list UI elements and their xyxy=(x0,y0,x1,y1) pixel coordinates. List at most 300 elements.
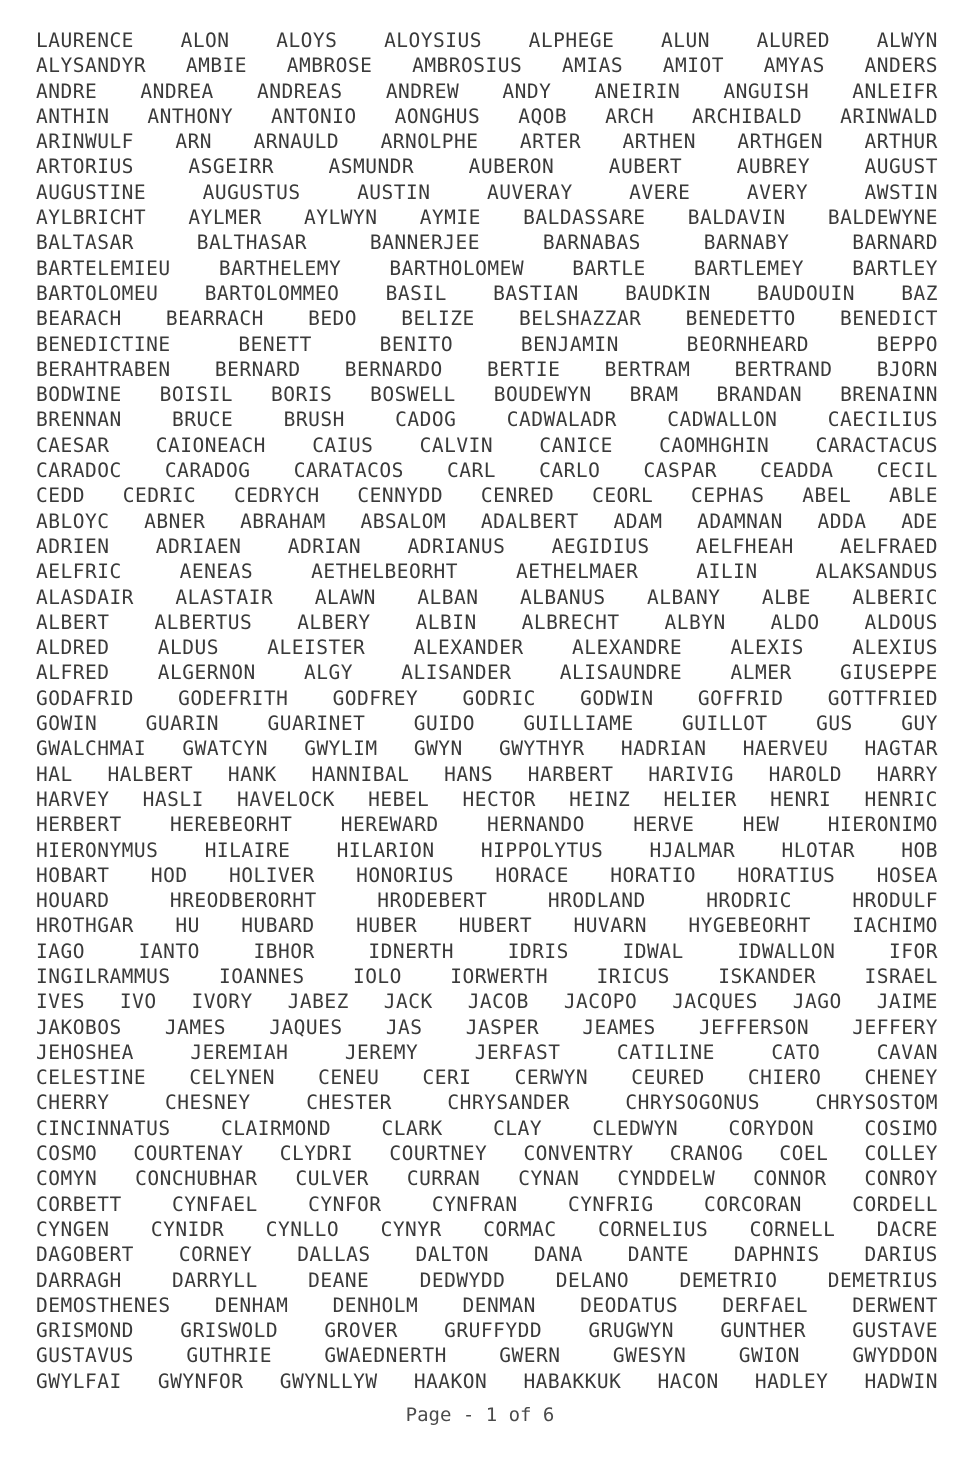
name-row xyxy=(36,1192,938,1217)
name-word: GUARINET xyxy=(267,712,366,736)
name-word: GWESYN xyxy=(612,1344,687,1368)
name-word: BALDAVIN xyxy=(687,206,786,230)
name-word: GOTTFRIED xyxy=(827,686,938,710)
name-word: AMIAS xyxy=(561,54,624,78)
name-word: ABNER xyxy=(144,509,206,533)
name-word: CLAY xyxy=(493,1116,543,1140)
name-word: ALGY xyxy=(304,661,353,685)
name-row xyxy=(36,433,938,458)
name-word: GUARIN xyxy=(145,712,220,736)
name-word: ADRIANUS xyxy=(407,534,506,558)
name-word: GRISMOND xyxy=(36,1319,134,1343)
name-word: DERFAEL xyxy=(722,1293,809,1317)
name-word: CENRED xyxy=(480,484,555,508)
name-word: CORNELIUS xyxy=(598,1217,709,1241)
name-word: AUSTIN xyxy=(357,180,431,204)
name-word: GUY xyxy=(901,712,938,736)
name-word: BRAM xyxy=(629,383,679,407)
name-word: BEORNHEARD xyxy=(686,332,809,356)
name-word: BARNABY xyxy=(703,231,790,255)
name-word: GUIDO xyxy=(413,712,475,736)
name-word: GRISWOLD xyxy=(180,1319,279,1343)
name-word: ALBYN xyxy=(664,610,726,634)
name-word: DEMETRIO xyxy=(679,1268,778,1292)
name-word: CADWALADR xyxy=(506,408,617,432)
name-row xyxy=(36,1217,938,1242)
name-word: HOUARD xyxy=(36,889,110,913)
name-word: HREODBERORHT xyxy=(169,889,317,913)
name-word: ARTHGEN xyxy=(737,130,824,154)
name-word: HAVELOCK xyxy=(237,787,335,811)
name-word: IDNERTH xyxy=(368,939,455,963)
name-word: AYLMER xyxy=(188,206,262,230)
name-word: HOB xyxy=(901,838,938,862)
name-word: ASGEIRR xyxy=(188,155,275,179)
name-word: AVERY xyxy=(746,180,809,204)
name-row xyxy=(36,154,938,179)
name-word: AUGUSTINE xyxy=(36,180,147,204)
name-word: ISRAEL xyxy=(864,964,938,988)
name-word: BELIZE xyxy=(401,307,475,331)
name-word: BRENAINN xyxy=(840,383,938,407)
name-word: BENETT xyxy=(238,332,312,356)
name-word: BODWINE xyxy=(36,383,122,407)
name-word: CAVAN xyxy=(876,1040,938,1064)
name-word: ALOYS xyxy=(276,29,338,52)
name-word: BEARRACH xyxy=(165,307,264,331)
name-word: HEREBEORHT xyxy=(170,813,293,837)
name-word: HRODEBERT xyxy=(377,889,488,913)
name-word: DEANE xyxy=(308,1268,370,1292)
name-word: HEW xyxy=(742,813,780,837)
name-word: ADRIEN xyxy=(36,534,110,558)
name-word: DAPHNIS xyxy=(733,1243,820,1267)
name-row xyxy=(36,332,938,357)
name-row xyxy=(36,1166,938,1191)
name-word: CINCINNATUS xyxy=(36,1116,171,1140)
name-word: ISKANDER xyxy=(718,964,817,988)
name-word: HROTHGAR xyxy=(36,914,134,938)
name-word: HERNANDO xyxy=(486,813,585,837)
name-word: JEREMY xyxy=(344,1040,419,1064)
name-word: CYNIDR xyxy=(150,1217,225,1241)
name-word: CYNFRAN xyxy=(431,1192,518,1216)
name-word: ALEXANDRE xyxy=(572,636,683,660)
name-word: CORYDON xyxy=(728,1116,815,1140)
name-word: CEDRIC xyxy=(122,484,197,508)
name-word: IVES xyxy=(36,990,85,1014)
name-row xyxy=(36,585,938,610)
name-row xyxy=(36,1268,938,1293)
name-word: ADE xyxy=(901,509,938,533)
name-word: ALASTAIR xyxy=(175,585,274,609)
name-word: ASMUNDR xyxy=(328,155,415,179)
name-word: ADRIAN xyxy=(287,534,362,558)
name-row xyxy=(36,281,938,306)
name-word: JEFFERY xyxy=(852,1015,938,1039)
name-word: BENITO xyxy=(379,332,454,356)
name-row xyxy=(36,382,938,407)
name-word: BENEDETTO xyxy=(685,307,796,331)
name-word: DENMAN xyxy=(462,1293,536,1317)
name-word: HAERVEU xyxy=(742,737,829,761)
name-word: COSMO xyxy=(36,1142,98,1166)
name-word: CAIUS xyxy=(312,433,374,457)
name-word: DACRE xyxy=(876,1217,938,1241)
name-row xyxy=(36,1040,938,1065)
name-word: GWYN xyxy=(413,737,463,761)
name-word: CULVER xyxy=(295,1167,369,1191)
name-word: JACK xyxy=(383,990,433,1014)
name-word: CEDRYCH xyxy=(233,484,320,508)
name-word: AYLBRICHT xyxy=(36,206,147,230)
name-word: CEURED xyxy=(631,1066,705,1090)
name-word: CHESNEY xyxy=(164,1091,251,1115)
name-word: BEARACH xyxy=(36,307,122,331)
name-word: GODAFRID xyxy=(36,686,134,710)
name-word: HYGEBEORHT xyxy=(688,914,811,938)
name-word: ALBANY xyxy=(647,585,721,609)
name-word: BEDO xyxy=(308,307,358,331)
name-row xyxy=(36,407,938,432)
name-word: GODFREY xyxy=(332,686,419,710)
name-word: CHIERO xyxy=(747,1066,822,1090)
name-word: COMYN xyxy=(36,1167,98,1191)
name-word: AMBROSIUS xyxy=(412,54,523,78)
name-row xyxy=(36,939,938,964)
name-word: CARLO xyxy=(539,459,601,483)
name-word: CERWYN xyxy=(514,1066,589,1090)
name-word: CONVENTRY xyxy=(523,1142,634,1166)
name-word: GWYDDON xyxy=(852,1344,938,1368)
name-word: AYLWYN xyxy=(304,206,378,230)
name-word: BEPPO xyxy=(876,332,938,356)
name-word: DERWENT xyxy=(852,1293,938,1317)
name-word: HEINZ xyxy=(569,787,631,811)
name-word: BAUDKIN xyxy=(625,281,711,305)
name-word: JAMES xyxy=(164,1015,227,1039)
name-word: JAGO xyxy=(792,990,842,1014)
name-word: GUSTAVUS xyxy=(36,1344,134,1368)
name-word: ALEISTER xyxy=(267,636,366,660)
name-word: CARATACOS xyxy=(293,459,404,483)
name-word: CARADOC xyxy=(36,459,122,483)
name-word: HRODLAND xyxy=(547,889,646,913)
name-word: DENHAM xyxy=(214,1293,289,1317)
name-word: CONNOR xyxy=(753,1167,827,1191)
name-word: ALFRED xyxy=(36,661,110,685)
name-word: CENNYDD xyxy=(357,484,444,508)
name-word: BARTLE xyxy=(572,256,646,280)
name-word: ABEL xyxy=(802,484,852,508)
name-word: ALISANDER xyxy=(401,661,512,685)
name-word: BALTHASAR xyxy=(196,231,307,255)
name-word: COURTENAY xyxy=(133,1142,244,1166)
name-word: ARNAULD xyxy=(253,130,340,154)
name-word: HILARION xyxy=(336,838,435,862)
name-word: ABLE xyxy=(889,484,938,508)
name-word: GOFFRID xyxy=(697,686,784,710)
name-row xyxy=(36,534,938,559)
name-word: IVORY xyxy=(191,990,253,1014)
name-row xyxy=(36,1369,938,1394)
name-word: HERBERT xyxy=(36,813,122,837)
name-word: ALPHEGE xyxy=(528,29,615,52)
name-word: ANDREAS xyxy=(256,79,343,103)
page-number: Page - 1 of 6 xyxy=(405,1404,555,1426)
name-word: GROVER xyxy=(324,1319,398,1343)
name-word: CANICE xyxy=(539,433,613,457)
name-word: HLOTAR xyxy=(781,838,855,862)
name-word: ANDY xyxy=(502,79,552,103)
name-word: COEL xyxy=(779,1142,829,1166)
name-row xyxy=(36,989,938,1014)
name-word: DAGOBERT xyxy=(36,1243,134,1267)
name-word: BOISIL xyxy=(159,383,234,407)
name-word: BASTIAN xyxy=(493,281,579,305)
name-word: GWAEDNERTH xyxy=(324,1344,447,1368)
name-row xyxy=(36,787,938,812)
name-word: ARTHEN xyxy=(622,130,696,154)
name-word: HIERONYMUS xyxy=(36,838,159,862)
name-word: CONROY xyxy=(864,1167,938,1191)
name-word: BALDASSARE xyxy=(523,206,646,230)
name-word: CASPAR xyxy=(643,459,717,483)
name-word: INGILRAMMUS xyxy=(36,964,171,988)
name-word: ABSALOM xyxy=(360,509,447,533)
name-word: GWATCYN xyxy=(182,737,269,761)
name-word: IBHOR xyxy=(253,939,315,963)
name-word: BAUDOUIN xyxy=(757,281,855,305)
name-word: GODWIN xyxy=(580,686,654,710)
name-word: BASIL xyxy=(385,281,447,305)
name-word: HARBERT xyxy=(527,762,614,786)
name-word: GUTHRIE xyxy=(186,1344,273,1368)
name-word: CAECILIUS xyxy=(827,408,938,432)
name-word: HOSEA xyxy=(876,863,938,887)
name-word: HACON xyxy=(657,1369,719,1393)
name-word: CYNFAEL xyxy=(172,1192,258,1216)
name-word: CORDELL xyxy=(852,1192,938,1216)
name-word: CADOG xyxy=(395,408,457,432)
name-word: IACHIMO xyxy=(852,914,938,938)
name-word: HRODULF xyxy=(852,889,938,913)
name-word: ALDUS xyxy=(157,636,219,660)
name-word: GUS xyxy=(816,712,853,736)
name-word: ANTONIO xyxy=(270,104,357,128)
name-row xyxy=(36,812,938,837)
name-word: GWYLIM xyxy=(304,737,378,761)
name-word: JEAMES xyxy=(582,1015,656,1039)
name-row xyxy=(36,1090,938,1115)
name-word: CAESAR xyxy=(36,433,110,457)
name-word: IOLO xyxy=(352,964,402,988)
name-word: IRICUS xyxy=(596,964,670,988)
name-word: LAURENCE xyxy=(36,29,134,52)
name-word: HIPPOLYTUS xyxy=(480,838,604,862)
name-word: HERVE xyxy=(633,813,695,837)
name-row xyxy=(36,483,938,508)
name-word: CYNDDELW xyxy=(617,1167,716,1191)
name-word: CORNELL xyxy=(749,1217,836,1241)
name-row xyxy=(36,863,938,888)
name-word: GWYLFAI xyxy=(36,1369,122,1393)
name-word: ALAWN xyxy=(314,585,376,609)
name-word: IOANNES xyxy=(218,964,305,988)
name-row xyxy=(36,79,938,104)
name-word: CARACTACUS xyxy=(815,433,938,457)
name-word: JACOPO xyxy=(563,990,638,1014)
name-word: DELANO xyxy=(555,1268,630,1292)
name-row xyxy=(36,1343,938,1368)
name-word: CATILINE xyxy=(616,1040,715,1064)
name-word: CALVIN xyxy=(419,433,494,457)
name-word: AEGIDIUS xyxy=(551,534,650,558)
name-word: BRENNAN xyxy=(36,408,122,432)
name-word: CYNYR xyxy=(380,1217,442,1241)
name-row xyxy=(36,964,938,989)
name-word: CERI xyxy=(422,1066,472,1090)
name-row xyxy=(36,888,938,913)
name-word: DEMETRIUS xyxy=(827,1268,938,1292)
name-word: ARINWALD xyxy=(840,104,938,128)
name-word: BORIS xyxy=(270,383,333,407)
name-row xyxy=(36,1293,938,1318)
name-word: ARTORIUS xyxy=(36,155,134,179)
name-word: CYNFRIG xyxy=(567,1192,654,1216)
name-word: HORATIO xyxy=(610,863,696,887)
name-word: ANLEIFR xyxy=(852,79,938,103)
name-word: CYNGEN xyxy=(36,1217,110,1241)
name-word: DEMOSTHENES xyxy=(36,1293,171,1317)
name-word: ALBE xyxy=(761,585,811,609)
name-word: CURRAN xyxy=(406,1167,481,1191)
name-word: HAROLD xyxy=(768,762,843,786)
name-word: CRANOG xyxy=(669,1142,744,1166)
name-row xyxy=(36,736,938,761)
name-word: HILAIRE xyxy=(204,838,291,862)
name-word: HUBER xyxy=(356,914,418,938)
name-word: HORACE xyxy=(495,863,569,887)
name-word: BARTHELEMY xyxy=(218,256,342,280)
name-word: ADALBERT xyxy=(480,509,579,533)
name-word: CHESTER xyxy=(306,1091,392,1115)
name-row xyxy=(36,1242,938,1267)
name-word: BERAHTRABEN xyxy=(36,357,171,381)
name-word: BARTELEMIEU xyxy=(36,256,171,280)
name-word: ARTER xyxy=(519,130,582,154)
name-row xyxy=(36,53,938,78)
name-word: AMIOT xyxy=(662,54,724,78)
name-word: BARTOLOMMEO xyxy=(204,281,340,305)
name-word: BOSWELL xyxy=(370,383,456,407)
name-word: AENEAS xyxy=(179,560,254,584)
name-word: CORMAC xyxy=(483,1217,557,1241)
name-word: BERTRAND xyxy=(734,357,833,381)
name-word: JACOB xyxy=(467,990,529,1014)
name-word: BELSHAZZAR xyxy=(518,307,642,331)
name-word: ALOYSIUS xyxy=(384,29,482,52)
name-word: GWERN xyxy=(499,1344,561,1368)
name-word: HUBERT xyxy=(458,914,533,938)
name-word: AMBROSE xyxy=(286,54,373,78)
name-word: CLEDWYN xyxy=(592,1116,679,1140)
name-word: GWYTHYR xyxy=(498,737,585,761)
name-word: AUVERAY xyxy=(487,180,573,204)
name-word: GUNTHER xyxy=(720,1319,806,1343)
name-word: ADDA xyxy=(817,509,867,533)
name-word: IAGO xyxy=(36,939,85,963)
name-word: ALDO xyxy=(770,610,820,634)
name-row xyxy=(36,559,938,584)
name-word: ALASDAIR xyxy=(36,585,134,609)
name-word: GUILLIAME xyxy=(523,712,634,736)
name-row xyxy=(36,180,938,205)
name-word: GUILLOT xyxy=(681,712,768,736)
name-word: BALTASAR xyxy=(36,231,134,255)
name-word: IVO xyxy=(119,990,157,1014)
name-word: HUVARN xyxy=(573,914,647,938)
name-row xyxy=(36,28,938,53)
name-word: IDWAL xyxy=(622,939,684,963)
name-word: ALBRECHT xyxy=(521,610,620,634)
name-word: GWYNLLYW xyxy=(279,1369,378,1393)
name-word: AVERE xyxy=(629,180,691,204)
name-word: HANS xyxy=(444,762,494,786)
name-word: ALBERY xyxy=(297,610,371,634)
name-word: GODEFRITH xyxy=(178,686,289,710)
name-word: AUBREY xyxy=(736,155,811,179)
name-word: ALBERIC xyxy=(852,585,938,609)
name-word: HEBEL xyxy=(368,787,430,811)
name-word: HJALMAR xyxy=(649,838,736,862)
name-word: JAIME xyxy=(876,990,938,1014)
name-word: ABRAHAM xyxy=(240,509,326,533)
name-word: AUGUST xyxy=(864,155,938,179)
name-word: ARTHUR xyxy=(864,130,938,154)
name-word: IDWALLON xyxy=(737,939,836,963)
name-word: CARL xyxy=(447,459,496,483)
name-word: CAIONEACH xyxy=(155,433,266,457)
name-word: GRUFFYDD xyxy=(444,1319,543,1343)
name-word: GUSTAVE xyxy=(852,1319,938,1343)
name-word: HORATIUS xyxy=(737,863,836,887)
name-word: COLLEY xyxy=(864,1142,938,1166)
name-word: ANEIRIN xyxy=(594,79,681,103)
name-word: CELESTINE xyxy=(36,1066,147,1090)
name-word: ALWYN xyxy=(876,29,938,52)
name-word: CELYNEN xyxy=(189,1066,276,1090)
name-word: HAGTAR xyxy=(864,737,938,761)
name-word: IDRIS xyxy=(507,939,569,963)
name-word: HU xyxy=(175,914,200,938)
name-word: BERNARD xyxy=(214,357,301,381)
name-word: ADAMNAN xyxy=(697,509,783,533)
name-word: HENRI xyxy=(770,787,832,811)
name-word: AELFRIC xyxy=(36,560,122,584)
name-word: AELFHEAH xyxy=(695,534,794,558)
name-word: ANTHIN xyxy=(36,104,110,128)
name-word: ALEXIUS xyxy=(852,636,938,660)
name-word: DARIUS xyxy=(864,1243,938,1267)
name-word: BENEDICT xyxy=(840,307,938,331)
name-word: HASLI xyxy=(142,787,204,811)
name-row xyxy=(36,1015,938,1040)
name-row xyxy=(36,509,938,534)
name-row xyxy=(36,913,938,938)
name-row xyxy=(36,610,938,635)
name-word: ALBERT xyxy=(36,610,110,634)
